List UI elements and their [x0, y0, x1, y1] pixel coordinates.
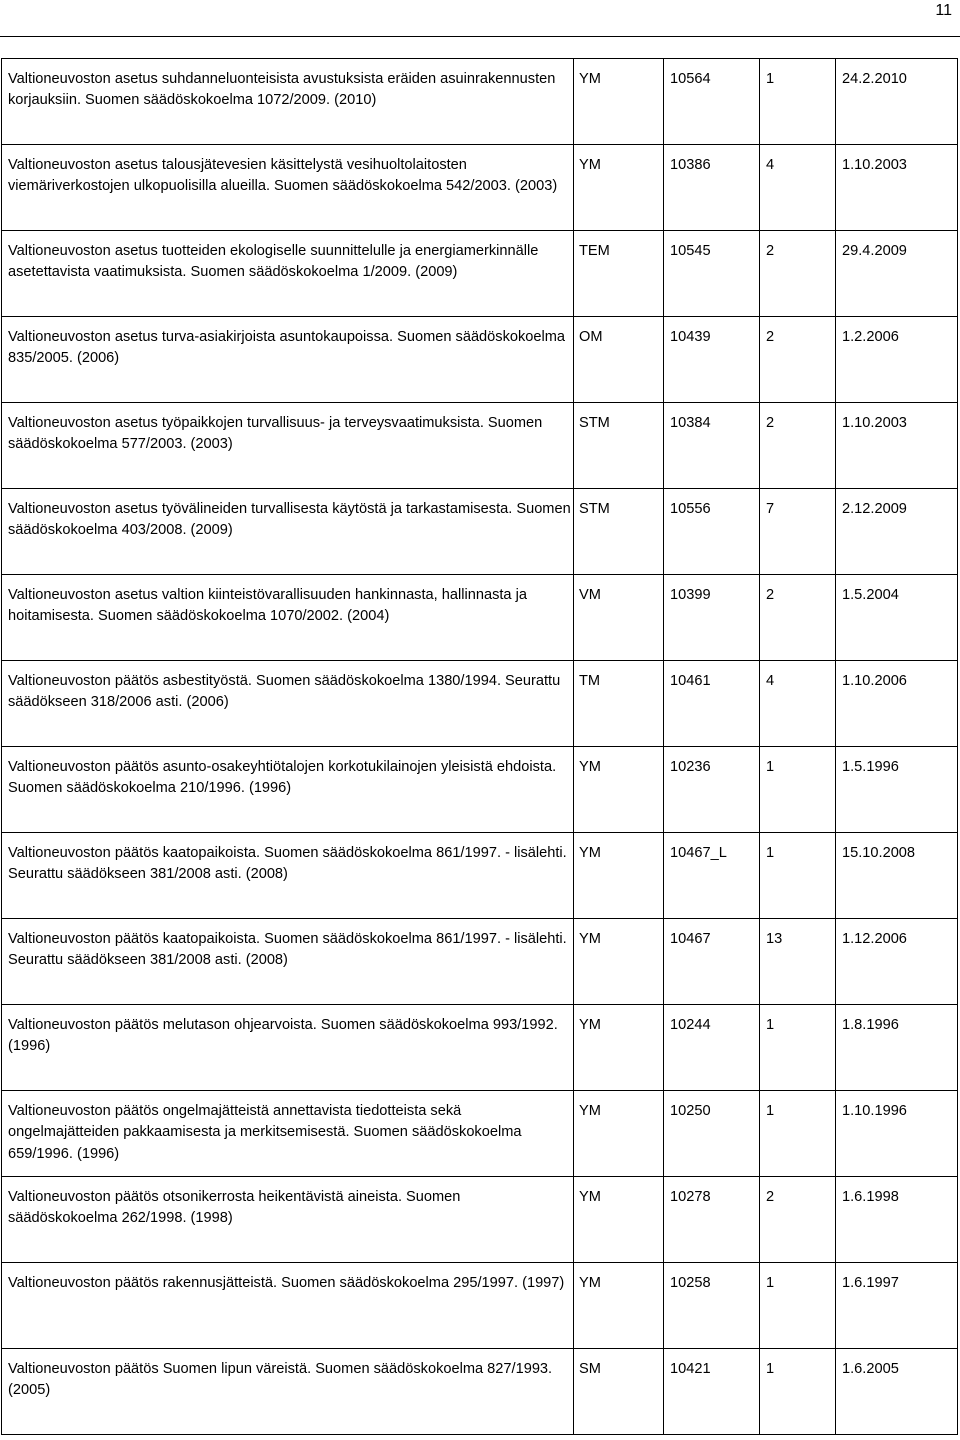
table-row: [2, 1091, 958, 1177]
regulation-title: Valtioneuvoston asetus tuotteiden ekologiselle suunnittelulle ja energiamerkinnälle asetettavista vaatimuksista. Suomen säädöskokoelma 1/2009. (2009): [2, 231, 574, 317]
table-row: [2, 1349, 958, 1435]
date: 1.6.1998: [836, 1177, 958, 1263]
page-count: 1: [760, 59, 836, 145]
ministry-code: TEM: [574, 231, 664, 317]
date: 1.6.1997: [836, 1263, 958, 1349]
page-count: 2: [760, 231, 836, 317]
page-count: 2: [760, 317, 836, 403]
header-rule: [0, 36, 960, 37]
regulation-title: Valtioneuvoston päätös kaatopaikoista. Suomen säädöskokoelma 861/1997. - lisälehti. Seurattu säädökseen 381/2008 asti. (2008): [2, 833, 574, 919]
ministry-code: STM: [574, 403, 664, 489]
document-code: 10236: [664, 747, 760, 833]
page-count: 1: [760, 1005, 836, 1091]
document-code: 10384: [664, 403, 760, 489]
document-code: 10461: [664, 661, 760, 747]
ministry-code: YM: [574, 1091, 664, 1177]
table-row: [2, 833, 958, 919]
date: 1.8.1996: [836, 1005, 958, 1091]
regulation-title: Valtioneuvoston päätös ongelmajätteistä annettavista tiedotteista sekä ongelmajätteiden pakkaamisesta ja merkitsemisestä. Suomen säädöskokoelma 659/1996. (1996): [2, 1091, 574, 1177]
table-row: [2, 231, 958, 317]
document-code: 10386: [664, 145, 760, 231]
document-code: 10467: [664, 919, 760, 1005]
ministry-code: OM: [574, 317, 664, 403]
table-row: [2, 59, 958, 145]
date: 1.10.1996: [836, 1091, 958, 1177]
page-count: 2: [760, 1177, 836, 1263]
ministry-code: TM: [574, 661, 664, 747]
table-row: [2, 661, 958, 747]
date: 1.2.2006: [836, 317, 958, 403]
ministry-code: YM: [574, 747, 664, 833]
ministry-code: YM: [574, 145, 664, 231]
ministry-code: YM: [574, 1005, 664, 1091]
date: 1.6.2005: [836, 1349, 958, 1435]
document-code: 10278: [664, 1177, 760, 1263]
table-row: [2, 1177, 958, 1263]
page-count: 1: [760, 1349, 836, 1435]
ministry-code: YM: [574, 59, 664, 145]
date: 1.5.1996: [836, 747, 958, 833]
ministry-code: SM: [574, 1349, 664, 1435]
regulation-title: Valtioneuvoston asetus turva-asiakirjoista asuntokaupoissa. Suomen säädöskokoelma 835/2005. (2006): [2, 317, 574, 403]
date: 1.10.2006: [836, 661, 958, 747]
page-count: 4: [760, 145, 836, 231]
document-code: 10244: [664, 1005, 760, 1091]
page-count: 1: [760, 1263, 836, 1349]
table-row: [2, 1005, 958, 1091]
ministry-code: STM: [574, 489, 664, 575]
regulation-title: Valtioneuvoston päätös asunto-osakeyhtiötalojen korkotukilainojen yleisistä ehdoista. Suomen säädöskokoelma 210/1996. (1996): [2, 747, 574, 833]
document-code: 10545: [664, 231, 760, 317]
table-row: [2, 919, 958, 1005]
ministry-code: YM: [574, 1263, 664, 1349]
ministry-code: YM: [574, 833, 664, 919]
document-code: 10421: [664, 1349, 760, 1435]
regulation-title: Valtioneuvoston päätös melutason ohjearvoista. Suomen säädöskokoelma 993/1992. (1996): [2, 1005, 574, 1091]
date: 1.10.2003: [836, 403, 958, 489]
page-count: 1: [760, 747, 836, 833]
regulation-title: Valtioneuvoston päätös Suomen lipun väreistä. Suomen säädöskokoelma 827/1993. (2005): [2, 1349, 574, 1435]
date: 1.10.2003: [836, 145, 958, 231]
document-code: 10467_L: [664, 833, 760, 919]
table-row: [2, 317, 958, 403]
ministry-code: YM: [574, 919, 664, 1005]
date: 15.10.2008: [836, 833, 958, 919]
date: 24.2.2010: [836, 59, 958, 145]
document-code: 10399: [664, 575, 760, 661]
document-code: 10250: [664, 1091, 760, 1177]
table-row: [2, 403, 958, 489]
regulation-title: Valtioneuvoston asetus suhdanneluonteisista avustuksista eräiden asuinrakennusten korjauksiin. Suomen säädöskokoelma 1072/2009. (2010): [2, 59, 574, 145]
page-count: 2: [760, 403, 836, 489]
regulation-title: Valtioneuvoston päätös kaatopaikoista. Suomen säädöskokoelma 861/1997. - lisälehti. Seurattu säädökseen 381/2008 asti. (2008): [2, 919, 574, 1005]
table-row: [2, 1263, 958, 1349]
regulation-title: Valtioneuvoston asetus työvälineiden turvallisesta käytöstä ja tarkastamisesta. Suomen säädöskokoelma 403/2008. (2009): [2, 489, 574, 575]
date: 2.12.2009: [836, 489, 958, 575]
table-row: [2, 747, 958, 833]
page-count: 2: [760, 575, 836, 661]
table-row: [2, 489, 958, 575]
regulation-title: Valtioneuvoston päätös asbestityöstä. Suomen säädöskokoelma 1380/1994. Seurattu säädökseen 318/2006 asti. (2006): [2, 661, 574, 747]
page-count: 13: [760, 919, 836, 1005]
date: 1.5.2004: [836, 575, 958, 661]
regulations-table: [1, 58, 958, 1435]
regulation-title: Valtioneuvoston asetus talousjätevesien käsittelystä vesihuoltolaitosten viemäriverkostojen ulkopuolisilla alueilla. Suomen säädöskokoelma 542/2003. (2003): [2, 145, 574, 231]
page-number: 11: [935, 2, 952, 19]
table-row: [2, 145, 958, 231]
regulation-title: Valtioneuvoston asetus työpaikkojen turvallisuus- ja terveysvaatimuksista. Suomen säädöskokoelma 577/2003. (2003): [2, 403, 574, 489]
document-code: 10439: [664, 317, 760, 403]
page-count: 7: [760, 489, 836, 575]
ministry-code: YM: [574, 1177, 664, 1263]
page-count: 1: [760, 1091, 836, 1177]
date: 29.4.2009: [836, 231, 958, 317]
regulation-title: Valtioneuvoston asetus valtion kiinteistövarallisuuden hankinnasta, hallinnasta ja hoitamisesta. Suomen säädöskokoelma 1070/2002. (2004): [2, 575, 574, 661]
ministry-code: VM: [574, 575, 664, 661]
document-code: 10556: [664, 489, 760, 575]
table-row: [2, 575, 958, 661]
page-count: 4: [760, 661, 836, 747]
document-code: 10564: [664, 59, 760, 145]
document-code: 10258: [664, 1263, 760, 1349]
regulation-title: Valtioneuvoston päätös rakennusjätteistä. Suomen säädöskokoelma 295/1997. (1997): [2, 1263, 574, 1349]
page-count: 1: [760, 833, 836, 919]
regulation-title: Valtioneuvoston päätös otsonikerrosta heikentävistä aineista. Suomen säädöskokoelma 262/1998. (1998): [2, 1177, 574, 1263]
date: 1.12.2006: [836, 919, 958, 1005]
